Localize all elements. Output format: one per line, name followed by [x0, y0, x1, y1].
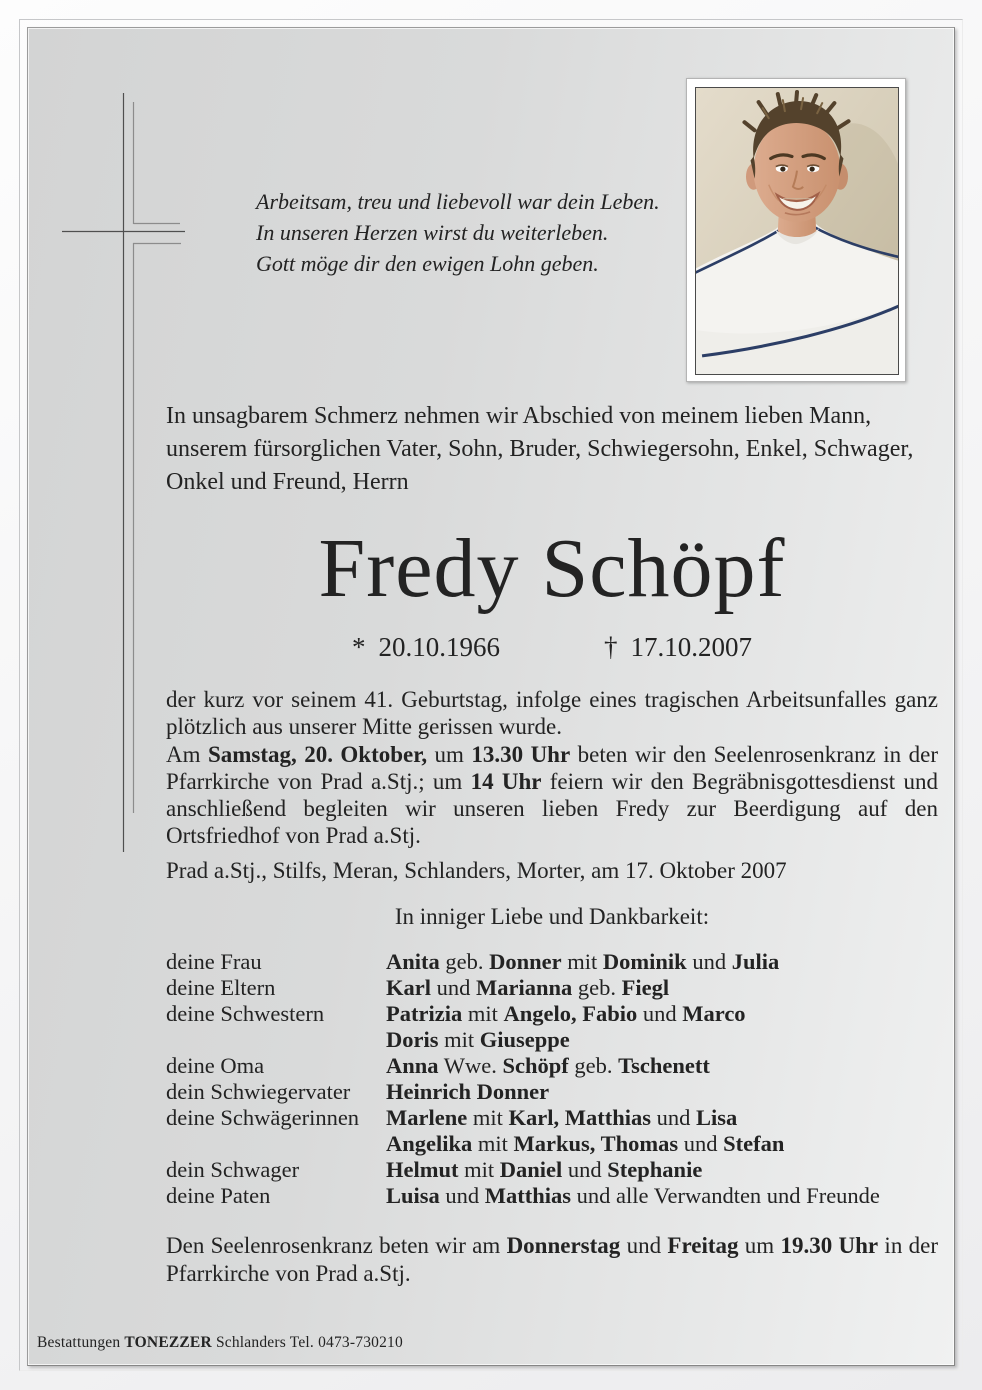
portrait-photo-image: [695, 87, 899, 375]
family-row: [166, 1131, 938, 1157]
family-row: [166, 975, 938, 1001]
announcement-paragraph-1: der kurz vor seinem 41. Geburtstag, infolge eines tragischen Arbeitsunfalles ganz plötzlich aus unserer Mitte gerissen wurde.: [166, 687, 938, 740]
family-label: deine Eltern: [166, 975, 276, 1000]
family-label: [166, 1131, 386, 1157]
places-date-line: Prad a.Stj., Stilfs, Meran, Schlanders, Morter, am 17. Oktober 2007: [166, 858, 787, 883]
birth-date-value: 20.10.1966: [378, 632, 500, 662]
family-names: Luisa und Matthias und alle Verwandten und Freunde: [386, 1183, 880, 1208]
family-label: deine Frau: [166, 949, 262, 974]
family-row: [166, 949, 938, 975]
family-names: Anna Wwe. Schöpf geb. Tschenett: [386, 1053, 710, 1078]
death-symbol: †: [604, 632, 618, 662]
family-names: Patrizia mit Angelo, Fabio und Marco: [386, 1001, 746, 1026]
deceased-name: Fredy Schöpf: [318, 522, 786, 615]
family-label: dein Schwager: [166, 1157, 300, 1182]
intro-paragraph: In unsagbarem Schmerz nehmen wir Abschied von meinem lieben Mann, unserem fürsorglichen Vater, Sohn, Bruder, Schwiegersohn, Enkel, Schwager, Onkel und Freund, Herrn: [166, 403, 914, 495]
verse-line: Arbeitsam, treu und liebevoll war dein Leben.: [256, 189, 660, 214]
family-row: [166, 1053, 938, 1079]
gratitude-line: In inniger Liebe und Dankbarkeit:: [394, 904, 710, 929]
announcement-paragraph-2: Am Samstag, 20. Oktober, um 13.30 Uhr beten wir den Seelenrosenkranz in der Pfarrkirche von Prad a.Stj.; um 14 Uhr feiern wir den Begräbnisgottesdienst und anschließend begleiten wir unseren lieben Fredy zur Beerdigung auf den Ortsfriedhof von Prad a.Stj.: [166, 741, 938, 849]
family-names: Heinrich Donner: [386, 1079, 550, 1104]
death-date: [604, 632, 752, 663]
family-row: [166, 1001, 938, 1027]
funeral-home-footer: Bestattungen TONEZZER Schlanders Tel. 0473-730210: [37, 1334, 403, 1351]
family-names: Karl und Marianna geb. Fiegl: [386, 975, 670, 1000]
death-date-value: 17.10.2007: [630, 632, 752, 662]
family-label: deine Schwägerinnen: [166, 1105, 360, 1130]
family-names: Angelika mit Markus, Thomas und Stefan: [386, 1131, 785, 1156]
family-names: Helmut mit Daniel und Stephanie: [386, 1157, 703, 1182]
family-row: [166, 1183, 938, 1209]
memorial-card: [27, 27, 955, 1366]
verse-line: Gott möge dir den ewigen Lohn geben.: [256, 251, 599, 276]
family-row: [166, 1105, 938, 1131]
family-names: Doris mit Giuseppe: [386, 1027, 570, 1052]
family-label: deine Schwestern: [166, 1001, 325, 1026]
family-label: deine Paten: [166, 1183, 271, 1208]
life-dates: [166, 632, 938, 663]
announcement: [166, 686, 938, 850]
family-label: [166, 1027, 386, 1053]
portrait-illustration: [696, 88, 898, 374]
family-list: [166, 949, 938, 1209]
rosary-paragraph: Den Seelenrosenkranz beten wir am Donnerstag und Freitag um 19.30 Uhr in der Pfarrkirche von Prad a.Stj.: [166, 1233, 938, 1286]
family-label: deine Oma: [166, 1053, 265, 1078]
memorial-verse: [256, 186, 660, 279]
family-row: [166, 1079, 938, 1105]
family-label: dein Schwiegervater: [166, 1079, 351, 1104]
family-names: Marlene mit Karl, Matthias und Lisa: [386, 1105, 738, 1130]
family-row: [166, 1027, 938, 1053]
birth-symbol: *: [352, 632, 366, 662]
family-row: [166, 1157, 938, 1183]
family-names: Anita geb. Donner mit Dominik und Julia: [386, 949, 780, 974]
portrait-photo: [686, 78, 906, 382]
verse-line: In unseren Herzen wirst du weiterleben.: [256, 220, 609, 245]
birth-date: [352, 632, 500, 663]
